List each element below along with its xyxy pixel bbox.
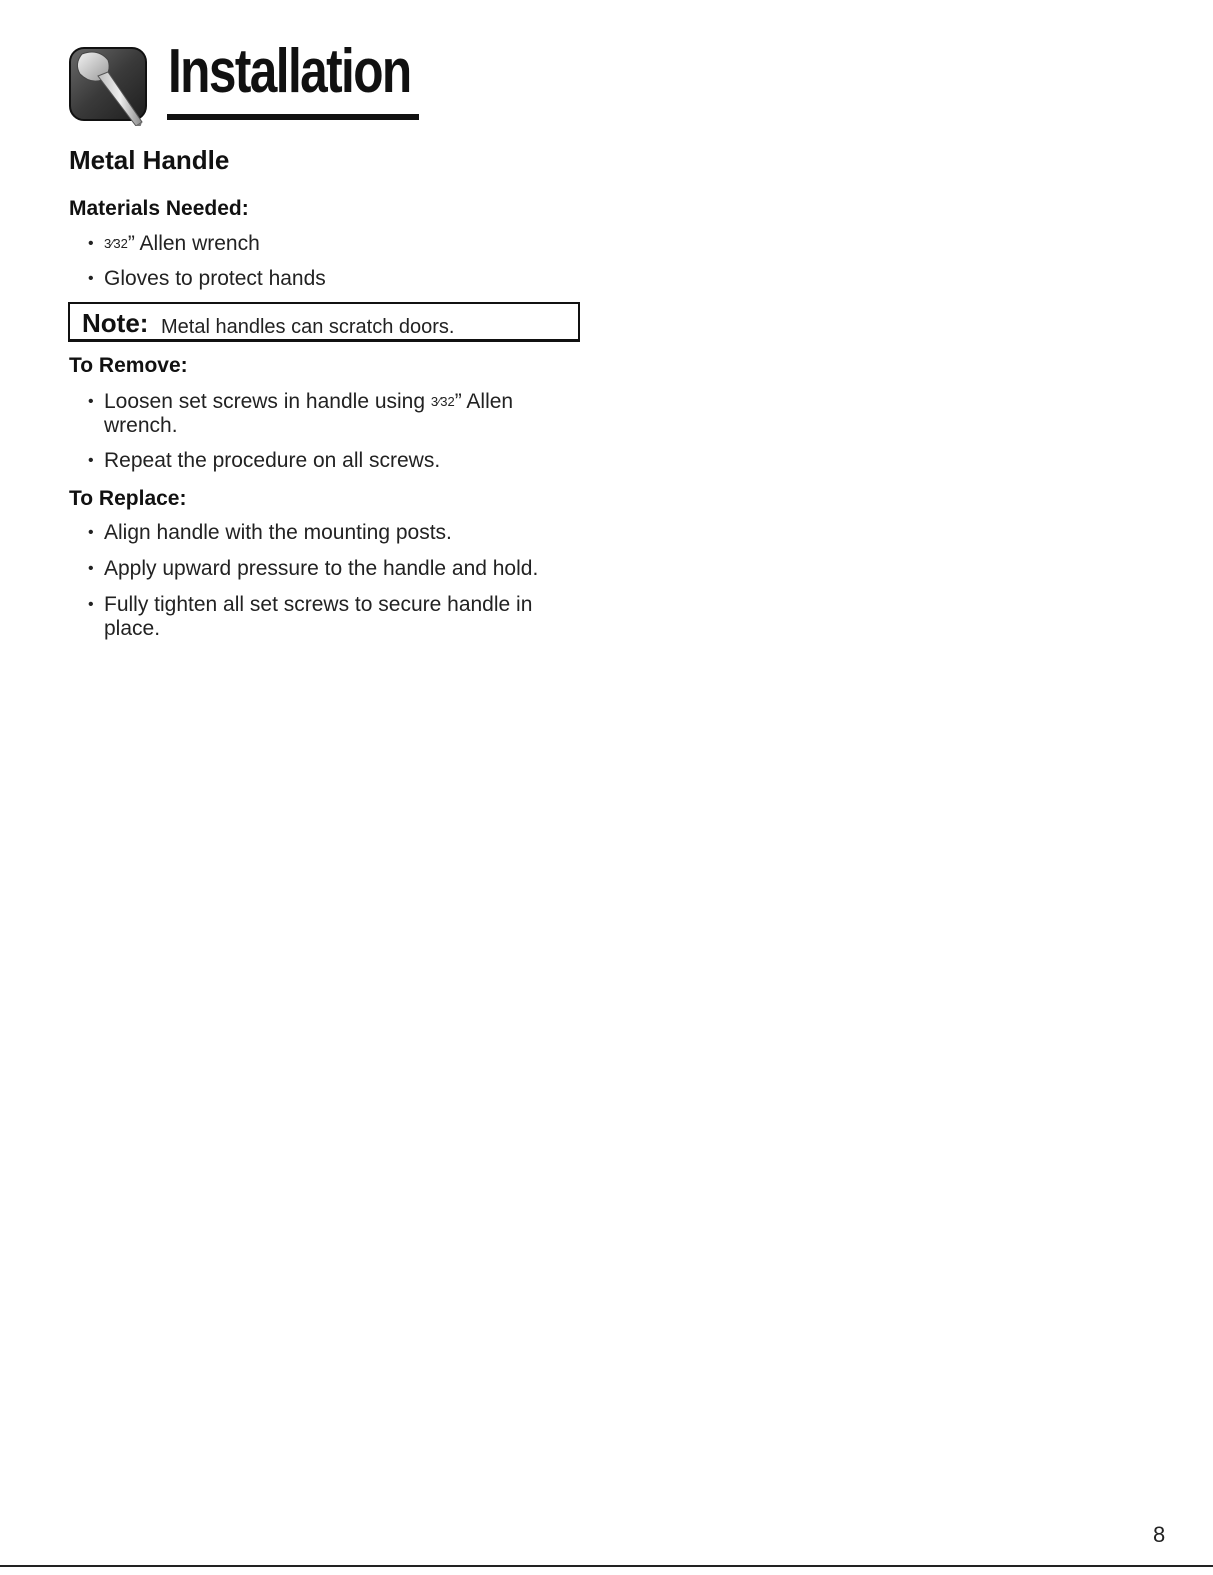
list-item-text: Align handle with the mounting posts. bbox=[104, 521, 452, 544]
section-title: Metal Handle bbox=[69, 145, 230, 175]
note-text: Metal handles can scratch doors. bbox=[161, 316, 455, 338]
screwdriver-icon bbox=[68, 46, 148, 126]
title-underline bbox=[167, 114, 419, 120]
fraction-text: 3⁄32 bbox=[430, 394, 455, 409]
list-item-text: Loosen set screws in handle using bbox=[104, 390, 431, 413]
list-item bbox=[88, 232, 544, 256]
list-item-text: Apply upward pressure to the handle and hold. bbox=[104, 557, 539, 580]
fraction-text: 3⁄32 bbox=[104, 236, 128, 251]
materials-heading: Materials Needed: bbox=[69, 197, 249, 220]
page-number: 8 bbox=[1153, 1522, 1166, 1547]
note-box bbox=[68, 302, 580, 342]
list-item bbox=[88, 449, 544, 473]
materials-list bbox=[88, 232, 544, 291]
list-item-text: Repeat the procedure on all screws. bbox=[104, 449, 441, 472]
list-item-text: Gloves to protect hands bbox=[104, 267, 326, 290]
remove-heading: To Remove: bbox=[69, 354, 188, 377]
list-item bbox=[88, 557, 544, 581]
page-title: Installation bbox=[168, 37, 411, 106]
list-item-text: Fully tighten all set screws to secure handle in place. bbox=[104, 593, 533, 640]
list-item-text: ” Allen wrench. bbox=[104, 390, 514, 437]
footer-divider bbox=[0, 1565, 1213, 1567]
list-item bbox=[88, 521, 544, 545]
list-item bbox=[88, 267, 544, 291]
replace-list bbox=[88, 521, 544, 641]
list-item bbox=[88, 390, 544, 438]
replace-heading: To Replace: bbox=[69, 487, 187, 510]
page-header bbox=[68, 37, 428, 132]
remove-list bbox=[88, 390, 544, 473]
note-label: Note: bbox=[82, 308, 149, 338]
list-item bbox=[88, 593, 544, 641]
list-item-text: ” Allen wrench bbox=[127, 232, 260, 255]
